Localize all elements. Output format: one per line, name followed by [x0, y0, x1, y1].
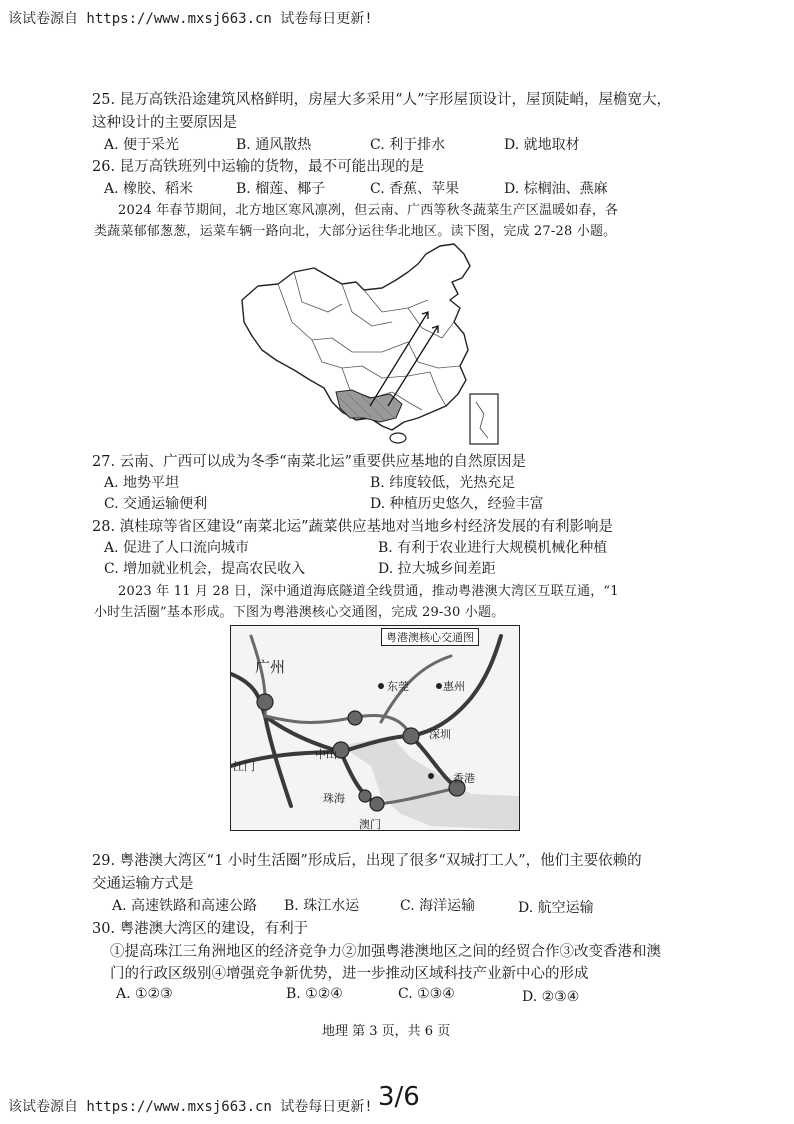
question-27-line1: 27. 云南、广西可以成为冬季“南菜北运”重要供应基地的自然原因是	[92, 454, 526, 470]
q27-option-b: B. 纬度较低，光热充足	[370, 475, 516, 491]
q30-option-a: A. ①②③	[116, 986, 173, 1002]
q28-option-b: B. 有利于农业进行大规模机械化种植	[378, 540, 608, 556]
hainan-island	[390, 433, 406, 443]
q29-option-d: D. 航空运输	[518, 900, 594, 916]
watermark-bottom: 该试卷源自 https://www.mxsj663.cn 试卷每日更新!	[8, 1099, 373, 1115]
station-shenzhen	[403, 728, 419, 744]
question-29-line2: 交通运输方式是	[92, 876, 194, 892]
q27-option-d: D. 种植历史悠久，经验丰富	[370, 496, 544, 512]
q30-option-c: C. ①③④	[398, 986, 455, 1002]
q29-option-a: A. 高速铁路和高速公路	[112, 898, 258, 914]
q25-option-c: C. 利于排水	[370, 137, 446, 153]
q29-option-b: B. 珠江水运	[284, 898, 360, 914]
label-zhuhai: 珠海	[323, 792, 345, 805]
station-guangzhou	[257, 694, 273, 710]
intro-29-30-line1: 2023 年 11 月 28 日，深中通道海底隧道全线贯通，推动粤港澳大湾区互联互通，“1	[118, 584, 619, 599]
q25-option-b: B. 通风散热	[236, 137, 312, 153]
station-macau	[370, 797, 384, 811]
q26-option-b: B. 榴莲、椰子	[236, 181, 326, 197]
q30-option-b: B. ①②④	[286, 986, 343, 1002]
question-30-line1: 30. 粤港澳大湾区的建设，有利于	[92, 921, 309, 937]
q25-option-d: D. 就地取材	[504, 137, 580, 153]
label-huizhou: 惠州	[443, 680, 465, 693]
label-jiangmen: 江门	[233, 760, 255, 773]
q27-option-c: C. 交通运输便利	[104, 496, 208, 512]
label-dongguan: 东莞	[387, 680, 409, 693]
south-china-sea-inset	[470, 394, 498, 444]
q26-option-c: C. 香蕉、苹果	[370, 181, 460, 197]
question-30-line3: 门的行政区级别④增强竞争新优势，进一步推动区域科技产业新中心的形成	[110, 966, 589, 982]
label-guangzhou: 广州	[255, 658, 286, 676]
intro-29-30-line2: 小时生活圈”基本形成。下图为粤港澳核心交通图，完成 29-30 小题。	[94, 605, 505, 620]
q30-option-d: D. ②③④	[522, 989, 580, 1005]
question-26-line1: 26. 昆万高铁班列中运输的货物，最不可能出现的是	[92, 159, 425, 175]
label-zhongshan: 中山	[315, 748, 337, 761]
page-indicator: 3/6	[378, 1082, 420, 1112]
page-footer: 地理 第 3 页，共 6 页	[322, 1024, 451, 1039]
q27-option-a: A. 地势平坦	[104, 475, 180, 491]
transit-map-figure	[230, 625, 520, 831]
label-hongkong: 香港	[453, 772, 475, 785]
intro-27-28-line1: 2024 年春节期间，北方地区寒风凛冽，但云南、广西等秋冬蔬菜生产区温暖如春，各	[118, 203, 619, 218]
station-node-a	[348, 711, 362, 725]
q28-option-d: D. 拉大城乡间差距	[378, 561, 496, 577]
q25-option-a: A. 便于采光	[104, 137, 180, 153]
q29-option-c: C. 海洋运输	[400, 898, 476, 914]
label-shenzhen: 深圳	[429, 728, 451, 741]
arrow-north-1	[370, 312, 428, 406]
question-30-line2: ①提高珠江三角洲地区的经济竞争力②加强粤港澳地区之间的经贸合作③改变香港和澳	[110, 944, 661, 960]
q28-option-a: A. 促进了人口流向城市	[104, 540, 250, 556]
intro-27-28-line2: 类蔬菜郁郁葱葱，运菜车辆一路向北，大部分运往华北地区。读下图，完成 27-28 小题。	[94, 224, 617, 239]
china-map-figure	[232, 242, 508, 448]
station-zhuhai	[359, 790, 371, 802]
q26-option-d: D. 棕榈油、燕麻	[504, 181, 608, 197]
question-25-line2: 这种设计的主要原因是	[92, 115, 237, 131]
label-macau: 澳门	[359, 818, 381, 831]
question-29-line1: 29. 粤港澳大湾区“1 小时生活圈”形成后，出现了很多“双城打工人”，他们主要依赖的	[92, 853, 642, 869]
transit-map-title: 粤港澳核心交通图	[381, 628, 479, 646]
q26-option-a: A. 橡胶、稻米	[104, 181, 194, 197]
q28-option-c: C. 增加就业机会，提高农民收入	[104, 561, 306, 577]
shaded-supply-region	[336, 390, 402, 422]
question-25-line1: 25. 昆万高铁沿途建筑风格鲜明，房屋大多采用“人”字形屋顶设计，屋顶陡峭，屋檐宽大，	[92, 92, 671, 108]
question-28-line1: 28. 滇桂琼等省区建设“南菜北运”蔬菜供应基地对当地乡村经济发展的有利影响是	[92, 519, 613, 535]
watermark-top: 该试卷源自 https://www.mxsj663.cn 试卷每日更新!	[8, 11, 373, 27]
